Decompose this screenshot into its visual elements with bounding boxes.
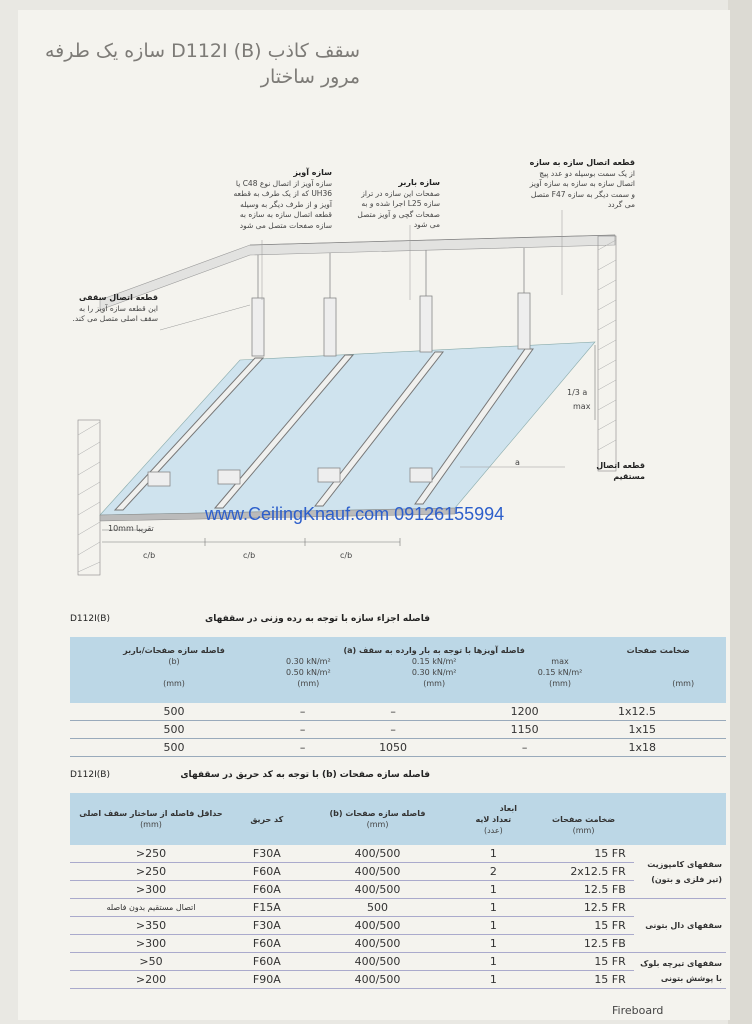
t2-r4-b: 400/500 (302, 917, 454, 935)
t2-r4-thk: 15 FR (533, 917, 633, 935)
t1-r1-c2: – (327, 721, 459, 739)
table-row (70, 739, 726, 757)
annotation-direct-connection (565, 461, 645, 482)
annotation-connector (525, 158, 635, 211)
table-row (70, 899, 726, 917)
table-row (70, 703, 726, 721)
t2-r0-dist: >250 (70, 845, 232, 863)
t1-h-thickness-unit: (mm) (672, 679, 695, 688)
t2-h-min-dist-title: حداقل فاصله از ساختار سقف اصلی (79, 809, 223, 818)
t2-r1-code: F60A (232, 863, 302, 881)
t2-r2-dist: >300 (70, 881, 232, 899)
t1-r0-b: 500 (70, 703, 278, 721)
t2-h-spacing (302, 793, 454, 845)
label-max: max (573, 402, 591, 411)
t1-h-col2-unit: (mm) (423, 679, 446, 688)
annotation-ceiling-connector-title: قطعه اتصال سقفی (78, 293, 158, 302)
t2-r0-thk: 15 FR (533, 845, 633, 863)
t2-r0-layers: 1 (453, 845, 533, 863)
label-cb-3: c/b (340, 551, 353, 560)
title-line-1: سقف کاذب D112I (B) سازه یک طرفه (44, 40, 360, 62)
t1-h-hanger-group (278, 637, 590, 703)
t1-r1-c1: – (278, 721, 327, 739)
t1-r1-b: 500 (70, 721, 278, 739)
t2-h-thickness-title: ضخامت صفحات (552, 814, 616, 824)
t2-r2-code: F60A (232, 881, 302, 899)
table1-caption-text: فاصله اجزاء سازه با توجه به رده وزنی در سقفهای (205, 614, 430, 624)
t2-group-slab (634, 899, 726, 953)
t1-r2-c3: – (459, 739, 591, 757)
t2-r7-layers: 1 (453, 971, 533, 989)
t2-group-composite-l1: سقفهای کامپوزیت (647, 859, 722, 869)
t1-h-col1 (286, 656, 331, 689)
t2-r3-dist: اتصال مستقیم بدون فاصله (70, 899, 232, 917)
left-wall-hatch (78, 422, 100, 572)
t1-r2-c2: 1050 (327, 739, 459, 757)
t2-r6-b: 400/500 (302, 953, 454, 971)
t2-r6-layers: 1 (453, 953, 533, 971)
t2-group-composite (634, 845, 726, 899)
table2-header-row (70, 793, 726, 845)
label-10mm: 10mm (108, 524, 134, 533)
table-row (70, 863, 726, 881)
t2-r1-layers: 2 (453, 863, 533, 881)
label-third-a: 1/3 a (567, 388, 588, 397)
t1-h-spacing-title: فاصله سازه صفحات/باربر (123, 646, 225, 655)
t2-r4-layers: 1 (453, 917, 533, 935)
t2-r5-dist: >300 (70, 935, 232, 953)
table1-caption-code: D112I(B) (70, 614, 110, 624)
t2-h-layers-unit: (عدد) (483, 825, 503, 835)
t2-group-beam (634, 953, 726, 989)
t2-group-composite-l2: (تیر فلزی و بتون) (651, 874, 722, 884)
table-row (70, 881, 726, 899)
right-wall (598, 236, 616, 471)
annotation-carrier (345, 178, 440, 231)
t2-r1-thk: 2x12.5 FR (533, 863, 633, 881)
watermark-link[interactable]: www.CeilingKnauf.com 09126155994 (205, 504, 505, 524)
t2-h-group (634, 793, 726, 845)
t1-h-hanger-title: فاصله آویزها با توجه به بار وارده به سقف (a) (343, 646, 525, 655)
t1-r2-c1: – (278, 739, 327, 757)
t2-r6-code: F60A (232, 953, 302, 971)
t1-h-col1-unit: (mm) (297, 679, 320, 688)
t2-r5-code: F60A (232, 935, 302, 953)
t2-r7-b: 400/500 (302, 971, 454, 989)
t1-h-col3 (538, 656, 583, 689)
annotation-connector-text: از یک سمت بوسیله دو عدد پیچ اتصال سازه به سازه به سازه آویز و سمت دیگر به سازه F47 متصل می گردد (529, 168, 635, 209)
t1-h-spacing-unit: (mm) (163, 679, 185, 688)
t2-r7-thk: 15 FR (533, 971, 633, 989)
table-row (70, 917, 726, 935)
t1-h-col1-l1: 0.30 kN/m² (286, 657, 331, 666)
t2-r6-thk: 15 FR (533, 953, 633, 971)
t1-h-spacing-sub: (b) (168, 657, 180, 666)
annotation-direct-connection-title: قطعه اتصال مستقیم (596, 461, 645, 481)
gypsum-board-plane (100, 342, 595, 515)
t2-h-layers (453, 793, 533, 845)
table-row (70, 845, 726, 863)
t2-h-thickness-unit: (mm) (572, 825, 595, 835)
label-cb-2: c/b (243, 551, 256, 560)
annotation-carrier-title: سازه باربر (398, 178, 440, 187)
t2-r3-layers: 1 (453, 899, 533, 917)
table2-caption (70, 770, 430, 784)
label-a: a (515, 458, 520, 467)
table-weight-class-spacing (70, 637, 726, 757)
t2-group-beam-l2: با پوشش بتونی (660, 973, 722, 983)
annotation-hanger-title: سازه آویز (293, 168, 332, 177)
t1-h-thickness-title: ضخامت صفحات (626, 646, 690, 655)
t2-r4-dist: >350 (70, 917, 232, 935)
slab-top (100, 235, 615, 310)
t2-r3-thk: 12.5 FR (533, 899, 633, 917)
title-line-2: مرور ساختار (260, 66, 360, 88)
table2-caption-text: فاصله سازه صفحات (b) با توجه به کد حریق در سقفهای (180, 770, 430, 780)
t2-h-layers-title: تعداد لایه (475, 814, 512, 824)
annotation-connector-title: قطعه اتصال سازه به سازه (529, 158, 635, 167)
t1-r0-thk: 1x12.5 (590, 703, 726, 721)
t2-group-slab-l1: سقفهای دال بتونی (645, 921, 722, 930)
t1-r0-c1: – (278, 703, 327, 721)
t1-h-thickness (590, 637, 726, 703)
t2-r2-b: 400/500 (302, 881, 454, 899)
t2-r0-code: F30A (232, 845, 302, 863)
table-row (70, 935, 726, 953)
t2-h-dims: ابعاد (499, 803, 518, 813)
t2-h-spacing-title: فاصله سازه صفحات (b) (329, 809, 426, 818)
t2-r5-layers: 1 (453, 935, 533, 953)
t2-h-thickness (533, 793, 633, 845)
t2-h-spacing-unit: (mm) (366, 820, 389, 829)
t2-r3-b: 500 (302, 899, 454, 917)
t2-r3-code: F15A (232, 899, 302, 917)
right-wall-hatch (598, 240, 616, 450)
annotation-ceiling-connector (62, 293, 158, 325)
t2-r4-code: F30A (232, 917, 302, 935)
hanger-rods (252, 248, 530, 356)
t1-h-spacing (70, 637, 278, 703)
t2-r2-thk: 12.5 FB (533, 881, 633, 899)
t1-h-col3-unit: (mm) (549, 679, 571, 688)
t2-r1-b: 400/500 (302, 863, 454, 881)
table2-caption-code: D112I(B) (70, 770, 110, 780)
table-row (70, 721, 726, 739)
t2-r6-dist: >50 (70, 953, 232, 971)
t1-h-col2-l1: 0.15 kN/m² (411, 657, 457, 666)
t2-r5-thk: 12.5 FB (533, 935, 633, 953)
label-cb-1: c/b (143, 551, 156, 560)
t1-h-col3-l1: 0.15 kN/m² (537, 668, 583, 677)
annotation-hanger (222, 168, 332, 231)
t1-r2-thk: 1x18 (590, 739, 726, 757)
annotation-ceiling-connector-text: این قطعه سازه آویز را به سقف اصلی متصل می کند. (72, 303, 158, 323)
annotation-carrier-text: صفحات این سازه در تراز سازه L25 اجرا شده و به صفحات گچی و آویز متصل می شود (357, 188, 440, 229)
label-approx: تقریبا (136, 524, 154, 533)
t2-r7-dist: >200 (70, 971, 232, 989)
t2-r1-dist: >250 (70, 863, 232, 881)
t2-r0-b: 400/500 (302, 845, 454, 863)
t1-h-col1-l2: 0.50 kN/m² (286, 668, 331, 677)
table-row (70, 953, 726, 971)
t2-h-fire-code (232, 793, 302, 845)
t1-r0-c3: 1200 (459, 703, 591, 721)
table1-header-row (70, 637, 726, 703)
annotation-hanger-text: سازه آویز از اتصال نوع C48 یا UH36 که از یک طرف به قطعه آویز و از طرف دیگر به وسیله قطعه اتصال سازه به سازه به سازه صفحات متصل می شود (233, 178, 332, 230)
t1-h-col2 (412, 656, 457, 689)
t1-r0-c2: – (327, 703, 459, 721)
t1-r1-thk: 1x15 (590, 721, 726, 739)
t1-h-col2-l2: 0.30 kN/m² (411, 668, 457, 677)
t2-h-min-dist-unit: (mm) (140, 820, 162, 829)
t2-r7-code: F90A (232, 971, 302, 989)
left-wall (78, 420, 100, 575)
t2-h-min-dist (70, 793, 232, 845)
t2-group-beam-l1: سقفهای تیرچه بلوک (640, 958, 722, 968)
table-row (70, 971, 726, 989)
table1-caption (70, 614, 430, 628)
footer-brand: Fireboard (612, 1004, 664, 1017)
table-fire-class-spacing (70, 793, 726, 989)
t1-r1-c3: 1150 (459, 721, 591, 739)
t1-r2-b: 500 (70, 739, 278, 757)
t2-r5-b: 400/500 (302, 935, 454, 953)
t1-h-col3-l0: max (551, 657, 569, 666)
t2-h-fire-code-title: کد حریق (250, 814, 284, 824)
t2-r2-layers: 1 (453, 881, 533, 899)
